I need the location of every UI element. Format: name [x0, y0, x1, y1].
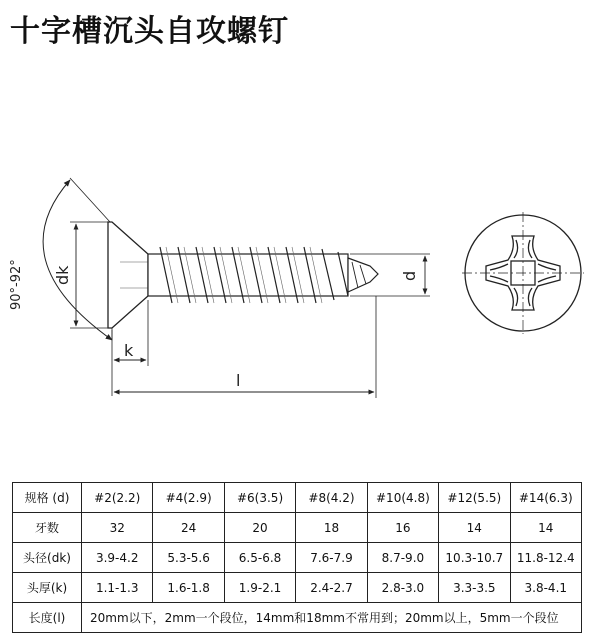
table-cell: 20 — [224, 513, 295, 543]
dk-label: dk — [53, 265, 72, 285]
table-cell: 3.3-3.5 — [439, 573, 510, 603]
table-cell: 1.6-1.8 — [153, 573, 224, 603]
row-header: 头径(dk) — [13, 543, 82, 573]
table-cell: #8(4.2) — [296, 483, 367, 513]
screw-shank — [148, 254, 348, 296]
row-header: 长度(l) — [13, 603, 82, 633]
table-cell: 2.4-2.7 — [296, 573, 367, 603]
table-cell: #12(5.5) — [439, 483, 510, 513]
table-cell: 3.8-4.1 — [510, 573, 581, 603]
table-cell: #4(2.9) — [153, 483, 224, 513]
table-row — [13, 543, 582, 573]
screw-technical-drawing — [0, 150, 594, 410]
table-cell: 32 — [82, 513, 153, 543]
table-cell: 24 — [153, 513, 224, 543]
page-title: 十字槽沉头自攻螺钉 — [10, 14, 289, 49]
k-label: k — [124, 341, 134, 360]
table-cell: 18 — [296, 513, 367, 543]
table-cell: 14 — [439, 513, 510, 543]
length-note: 20mm以下，2mm一个段位，14mm和18mm不常用到；20mm以上，5mm一个段位 — [82, 603, 582, 633]
table-row-length — [13, 603, 582, 633]
table-cell: 7.6-7.9 — [296, 543, 367, 573]
table-cell: #6(3.5) — [224, 483, 295, 513]
row-header: 牙数 — [13, 513, 82, 543]
table-row — [13, 573, 582, 603]
table-cell: 1.1-1.3 — [82, 573, 153, 603]
table-row — [13, 513, 582, 543]
table-cell: 10.3-10.7 — [439, 543, 510, 573]
table-cell: 2.8-3.0 — [367, 573, 438, 603]
angle-arc — [43, 180, 112, 340]
table-cell: 16 — [367, 513, 438, 543]
table-cell: #10(4.8) — [367, 483, 438, 513]
table-cell: 3.9-4.2 — [82, 543, 153, 573]
l-label: l — [236, 371, 241, 390]
angle-label: 90°-92° — [9, 259, 24, 310]
d-label: d — [400, 270, 419, 281]
table-cell: 1.9-2.1 — [224, 573, 295, 603]
angle-extension-top — [70, 178, 110, 222]
row-header: 规格 (d) — [13, 483, 82, 513]
screw-head — [108, 222, 148, 328]
table-cell: 8.7-9.0 — [367, 543, 438, 573]
specification-table — [12, 482, 582, 633]
table-row — [13, 483, 582, 513]
table-cell: #2(2.2) — [82, 483, 153, 513]
table-cell: 11.8-12.4 — [510, 543, 581, 573]
table-cell: 6.5-6.8 — [224, 543, 295, 573]
table-cell: #14(6.3) — [510, 483, 581, 513]
row-header: 头厚(k) — [13, 573, 82, 603]
table-cell: 5.3-5.6 — [153, 543, 224, 573]
table-cell: 14 — [510, 513, 581, 543]
